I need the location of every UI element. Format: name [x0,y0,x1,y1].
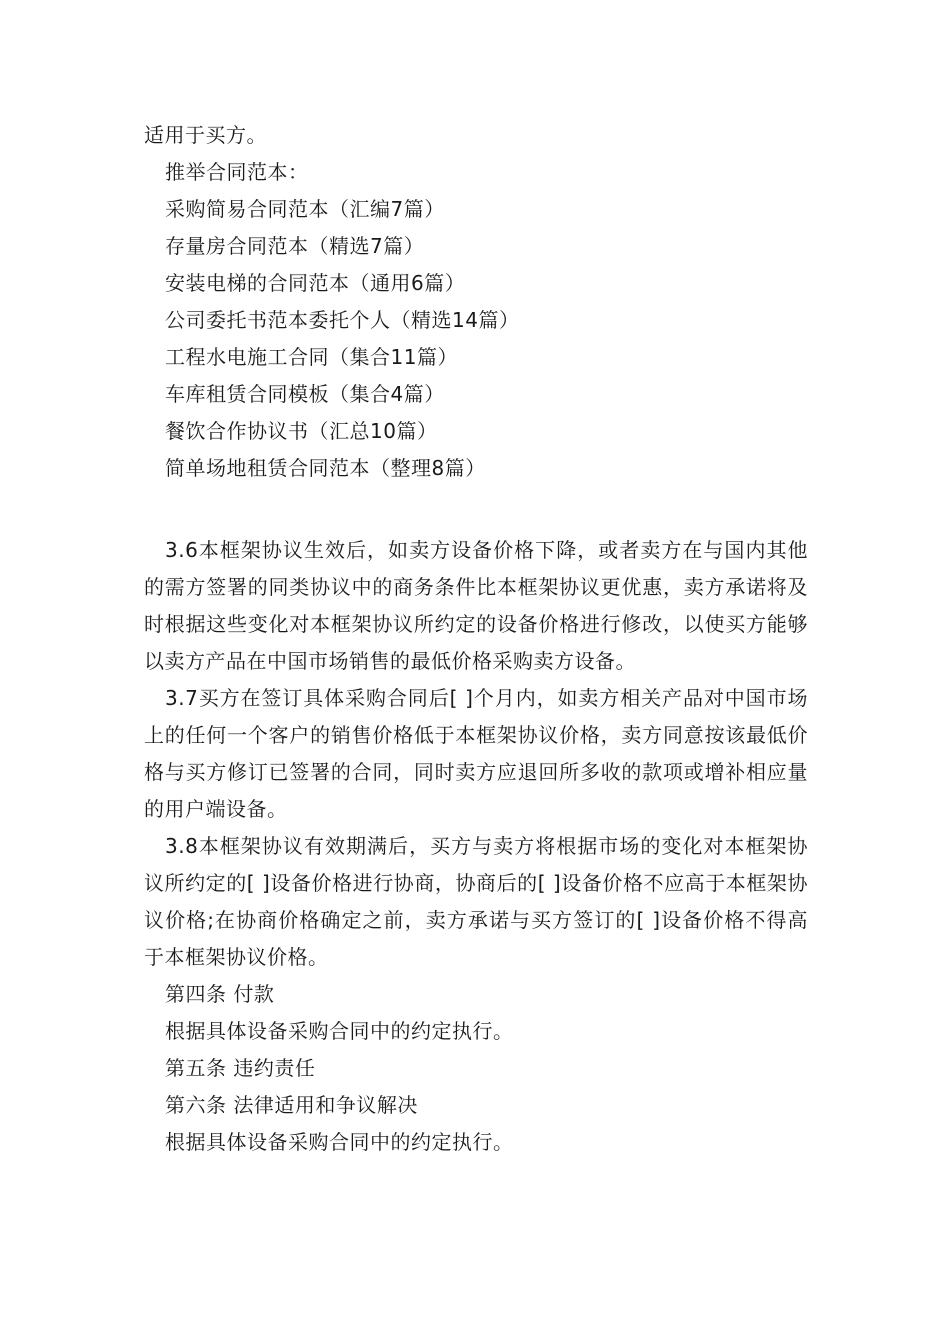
recommend-item: 采购简易合同范本（汇编7篇） [165,197,445,221]
recommend-item: 简单场地租赁合同范本（整理8篇） [165,456,486,480]
recommend-heading: 推举合同范本： [165,160,309,184]
recommend-item: 工程水电施工合同（集合11篇） [165,345,458,369]
clause-3-6: 3.6本框架协议生效后，如卖方设备价格下降，或者卖方在与国内其他的需方签署的同类协议中的商务条件比本框架协议更优惠，卖方承诺将及时根据这些变化对本框架协议所约定的设备价格进行修改，以使买方能够以卖方产品在中国市场销售的最低价格采购卖方设备。 [144,538,808,673]
section-spacer [144,487,808,532]
clause-3-7: 3.7买方在签订具体采购合同后[ ]个月内，如卖方相关产品对中国市场上的任何一个客户的销售价格低于本框架协议价格，卖方同意按该最低价格与买方修订已签署的合同，同时卖方应退回所多收的款项或增补相应量的用户端设备。 [144,686,808,821]
article-6-title: 第六条 法律适用和争议解决 [165,1093,418,1117]
clause-3-8: 3.8本框架协议有效期满后，买方与卖方将根据市场的变化对本框架协议所约定的[ ]设备价格进行协商，协商后的[ ]设备价格不应高于本框架协议价格;在协商价格确定之前，卖方承诺与买方签订的[ ]设备价格不得高于本框架协议价格。 [144,834,808,969]
document-body [144,117,808,1161]
intro-tail-text: 适用于买方。 [144,123,267,147]
recommend-item: 餐饮合作协议书（汇总10篇） [165,419,438,443]
article-5-title: 第五条 违约责任 [165,1056,316,1080]
article-4-title: 第四条 付款 [165,982,275,1006]
recommend-item: 公司委托书范本委托个人（精选14篇） [165,308,520,332]
recommend-item: 车库租赁合同模板（集合4篇） [165,382,445,406]
recommend-item: 存量房合同范本（精选7篇） [165,234,425,258]
article-4-body: 根据具体设备采购合同中的约定执行。 [165,1019,514,1043]
article-6-body: 根据具体设备采购合同中的约定执行。 [165,1130,514,1154]
recommend-item: 安装电梯的合同范本（通用6篇） [165,271,466,295]
